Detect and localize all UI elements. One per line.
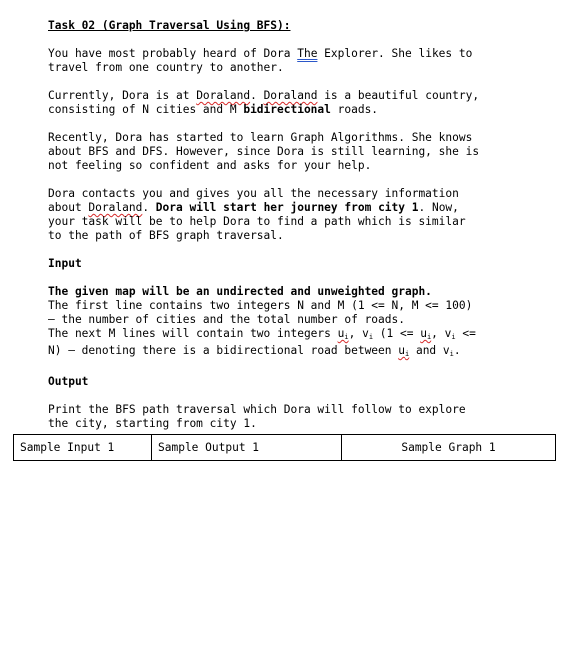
grammar-flagged-word: The: [297, 47, 318, 60]
spellcheck-flagged-word: $u_i$: [420, 327, 432, 341]
country-paragraph: [48, 89, 548, 117]
text-line: The given map will be an undirected and unweighted graph.: [48, 285, 432, 298]
input-paragraph: [48, 285, 548, 361]
spellcheck-flagged-word: Doraland: [88, 201, 143, 214]
spellcheck-flagged-word: $u_i$: [337, 327, 349, 341]
algorithms-paragraph: [48, 131, 548, 173]
text-line: Recently, Dora has started to learn Graph Algorithms. She knows: [48, 131, 473, 144]
text-line: travel from one country to another.: [48, 61, 284, 74]
task-paragraph: [48, 187, 548, 243]
spellcheck-flagged-word: Doraland: [263, 89, 318, 102]
text-line: Dora contacts you and gives you all the necessary information: [48, 187, 459, 200]
text-line: N) — denoting there is a bidirectional road between $u_i$ and $v_i$.: [48, 344, 461, 358]
text-line: — the number of cities and the total number of roads.: [48, 313, 405, 326]
text-line: Currently, Dora is at Doraland. Doraland is a beautiful country,: [48, 89, 480, 102]
document-body: [48, 19, 548, 445]
text-line: The next M lines will contain two integers $u_i$, $v_i$ ($1 <= u_i$, $v_i$ <=: [48, 327, 476, 341]
bold-text: Dora will start her journey from city 1: [155, 201, 419, 214]
text-line: the city, starting from city 1.: [48, 417, 257, 430]
intro-paragraph: [48, 47, 548, 75]
task-title: Task 02 (Graph Traversal Using BFS):: [48, 19, 291, 32]
sample-output-header: Sample Output 1: [152, 435, 342, 461]
output-paragraph: [48, 403, 548, 431]
spellcheck-flagged-word: $u_i$: [398, 344, 410, 358]
spellcheck-flagged-word: Doraland: [196, 89, 251, 102]
text-line: Print the BFS path traversal which Dora will follow to explore: [48, 403, 466, 416]
sample-graph-header: Sample Graph 1: [342, 435, 556, 461]
input-heading: Input: [48, 257, 82, 270]
sample-input-header: Sample Input 1: [14, 435, 152, 461]
text-line: You have most probably heard of Dora The Explorer. She likes to: [48, 47, 473, 60]
text-line: your task will be to help Dora to find a path which is similar: [48, 215, 466, 228]
table-header-row: [14, 435, 556, 461]
samples-table: [13, 434, 556, 461]
text-line: about BFS and DFS. However, since Dora is still learning, she is: [48, 145, 480, 158]
bold-text: bidirectional: [243, 103, 331, 116]
text-line: The first line contains two integers N and M (1 <= N, M <= 100): [48, 299, 473, 312]
output-heading: Output: [48, 375, 89, 388]
text-line: to the path of BFS graph traversal.: [48, 229, 284, 242]
text-line: consisting of N cities and M bidirectional roads.: [48, 103, 379, 116]
text-line: about Doraland. Dora will start her journey from city 1. Now,: [48, 201, 459, 214]
text-line: not feeling so confident and asks for your help.: [48, 159, 372, 172]
